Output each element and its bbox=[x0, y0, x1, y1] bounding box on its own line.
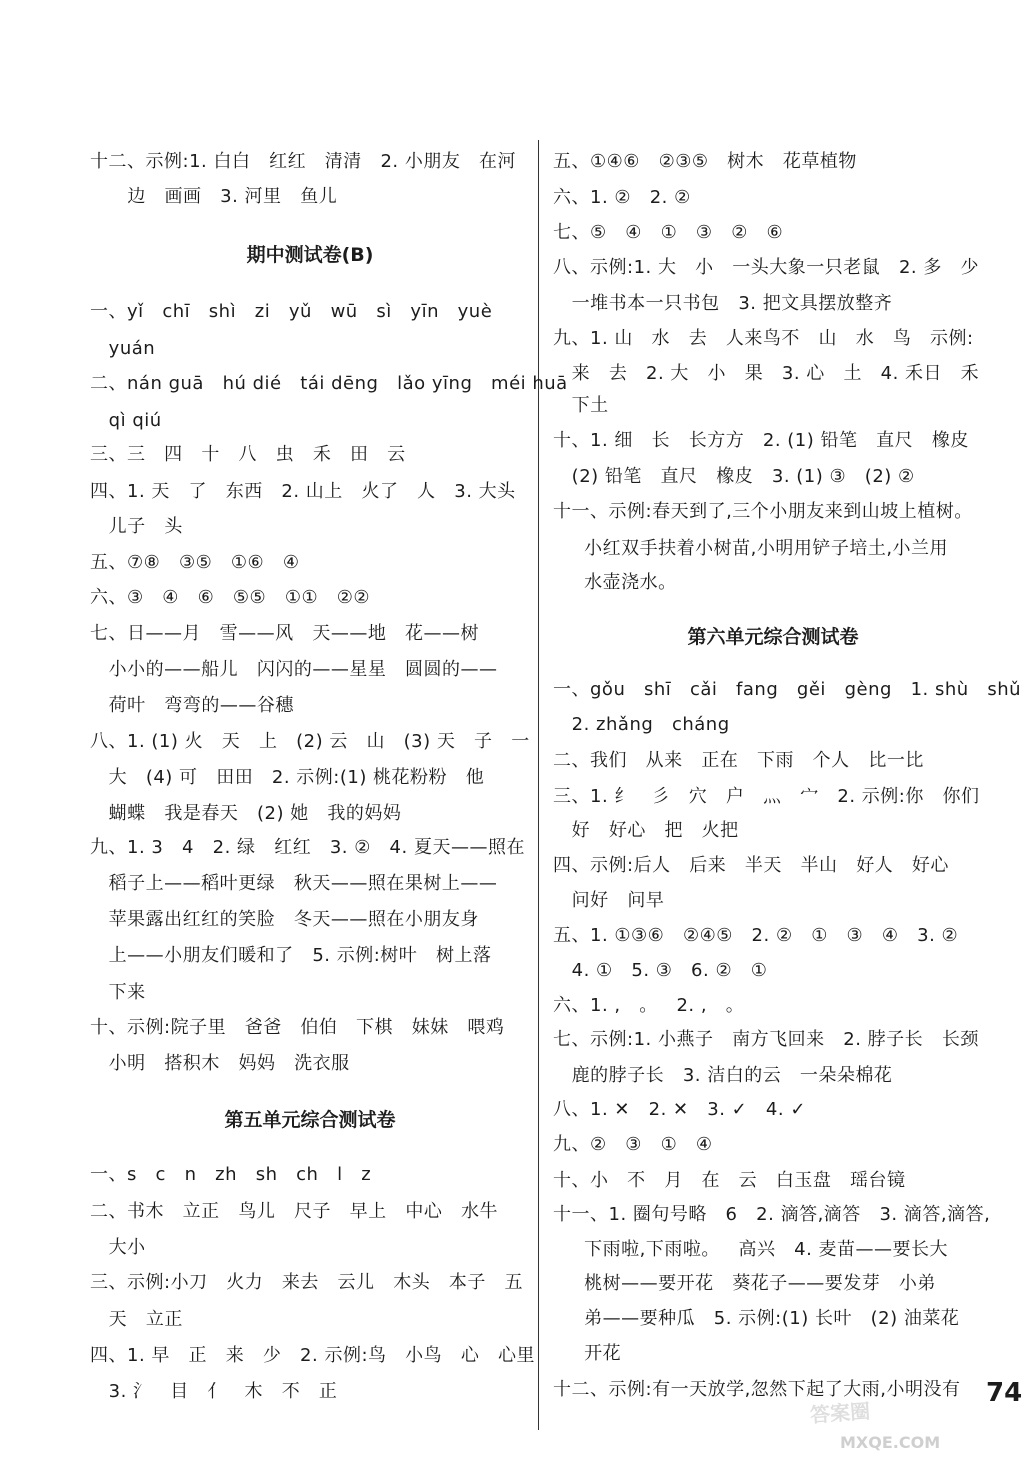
watermark-logo bbox=[800, 1383, 990, 1463]
page-number: 74 bbox=[986, 1378, 1022, 1408]
answer-line: 下土 bbox=[553, 395, 609, 416]
answer-line: 稻子上——稻叶更绿 秋天——照在果树上—— bbox=[90, 873, 498, 894]
answer-line: 问好 问早 bbox=[553, 890, 665, 911]
answer-line: 四、示例:后人 后来 半天 半山 好人 好心 bbox=[553, 855, 949, 876]
answer-line: 一、s c n zh sh ch l z bbox=[90, 1164, 372, 1185]
column-divider bbox=[538, 140, 539, 1430]
answer-line: 七、日——月 雪——风 天——地 花——树 bbox=[90, 623, 479, 644]
answer-line: 七、⑤ ④ ① ③ ② ⑥ bbox=[553, 222, 784, 243]
answer-line: 4. ① 5. ③ 6. ② ① bbox=[553, 960, 768, 981]
answer-line: 十、1. 细 长 长方方 2. (1) 铅笔 直尺 橡皮 bbox=[553, 430, 969, 451]
answer-line: 小明 搭积木 妈妈 洗衣服 bbox=[90, 1053, 350, 1074]
answer-line: 下来 bbox=[90, 982, 146, 1003]
answer-line: 十、小 不 月 在 云 白玉盘 瑶台镜 bbox=[553, 1170, 906, 1191]
answer-line: 苹果露出红红的笑脸 冬天——照在小朋友身 bbox=[90, 909, 479, 930]
answer-line: 弟——要种瓜 5. 示例:(1) 长叶 (2) 油菜花 bbox=[553, 1308, 960, 1329]
answer-line: 三、示例:小刀 火力 来去 云儿 木头 本子 五 bbox=[90, 1272, 524, 1293]
answer-line: 儿子 头 bbox=[90, 516, 183, 537]
answer-line: 四、1. 天 了 东西 2. 山上 火了 人 3. 大头 bbox=[90, 481, 516, 502]
answer-line: 三、三 四 十 八 虫 禾 田 云 bbox=[90, 444, 406, 465]
answer-line: 十二、示例:1. 白白 红红 清清 2. 小朋友 在河 bbox=[90, 151, 517, 172]
answer-line: 2. zhǎng cháng bbox=[553, 714, 730, 735]
section-heading: 第五单元综合测试卷 bbox=[224, 1109, 396, 1131]
answer-line: 七、示例:1. 小燕子 南方飞回来 2. 脖子长 长颈 bbox=[553, 1029, 979, 1050]
answer-line: 四、1. 早 正 来 少 2. 示例:鸟 小鸟 心 心里 bbox=[90, 1345, 536, 1366]
answer-line: 九、② ③ ① ④ bbox=[553, 1134, 713, 1155]
answer-line: 五、⑦⑧ ③⑤ ①⑥ ④ bbox=[90, 552, 300, 573]
answer-line: 荷叶 弯弯的——谷穗 bbox=[90, 695, 294, 716]
answer-line: yuán bbox=[90, 338, 156, 359]
answer-line: 小红双手扶着小树苗,小明用铲子培土,小兰用 bbox=[553, 538, 949, 559]
answer-line: 下雨啦,下雨啦。 高兴 4. 麦苗——要长大 bbox=[553, 1239, 949, 1260]
answer-line: 大小 bbox=[90, 1237, 146, 1258]
answer-line: 边 画画 3. 河里 鱼儿 bbox=[90, 186, 338, 207]
section-heading: 第六单元综合测试卷 bbox=[687, 626, 859, 648]
answer-line: 十一、示例:春天到了,三个小朋友来到山坡上植树。 bbox=[553, 501, 973, 522]
answer-line: 一堆书本一只书包 3. 把文具摆放整齐 bbox=[553, 293, 893, 314]
answer-line: qì qiú bbox=[90, 410, 162, 431]
answer-line: 桃树——要开花 葵花子——要发芽 小弟 bbox=[553, 1273, 936, 1294]
answer-line: 小小的——船儿 闪闪的——星星 圆圆的—— bbox=[90, 659, 498, 680]
answer-line: 十一、1. 圈句号略 6 2. 滴答,滴答 3. 滴答,滴答, bbox=[553, 1204, 991, 1225]
answer-line: 二、书木 立正 鸟儿 尺子 早上 中心 水牛 bbox=[90, 1201, 498, 1222]
answer-line: 九、1. 3 4 2. 绿 红红 3. ② 4. 夏天——照在 bbox=[90, 837, 525, 858]
answer-line: 十、示例:院子里 爸爸 伯伯 下棋 妹妹 喂鸡 bbox=[90, 1017, 505, 1038]
answer-line: 上——小朋友们暖和了 5. 示例:树叶 树上落 bbox=[90, 945, 492, 966]
answer-line: 六、③ ④ ⑥ ⑤⑤ ①① ②② bbox=[90, 587, 371, 608]
answer-line: 五、①④⑥ ②③⑤ 树木 花草植物 bbox=[553, 151, 857, 172]
answer-line: 鹿的脖子长 3. 洁白的云 一朵朵棉花 bbox=[553, 1065, 893, 1086]
answer-line: 来 去 2. 大 小 果 3. 心 土 4. 禾日 禾 bbox=[553, 363, 980, 384]
answer-line: 三、1. 纟 彡 穴 户 灬 宀 2. 示例:你 你们 bbox=[553, 786, 980, 807]
answer-line: 好 好心 把 火把 bbox=[553, 820, 739, 841]
answer-line: 一、yǐ chī shì zi yǔ wū sì yīn yuè bbox=[90, 301, 493, 322]
answer-line: 二、我们 从来 正在 下雨 个人 比一比 bbox=[553, 750, 924, 771]
section-heading: 期中测试卷(B) bbox=[246, 244, 374, 266]
watermark-brand: 答案圈 bbox=[809, 1398, 871, 1428]
answer-line: 一、gǒu shī cǎi fang gěi gèng 1. shù shǔ bbox=[553, 679, 1022, 700]
answer-line: 九、1. 山 水 去 人来鸟不 山 水 鸟 示例: bbox=[553, 328, 974, 349]
answer-line: 蝴蝶 我是春天 (2) 她 我的妈妈 bbox=[90, 803, 402, 824]
answer-line: 八、1. ✕ 2. ✕ 3. ✓ 4. ✓ bbox=[553, 1099, 806, 1120]
answer-line: 五、1. ①③⑥ ②④⑤ 2. ② ① ③ ④ 3. ② bbox=[553, 925, 959, 946]
answer-line: 八、示例:1. 大 小 一头大象一只老鼠 2. 多 少 bbox=[553, 257, 980, 278]
answer-line: 天 立正 bbox=[90, 1309, 183, 1330]
answer-line: (2) 铅笔 直尺 橡皮 3. (1) ③ (2) ② bbox=[553, 466, 915, 487]
answer-line: 十二、示例:有一天放学,忽然下起了大雨,小明没有 bbox=[553, 1379, 961, 1400]
answer-line: 八、1. (1) 火 天 上 (2) 云 山 (3) 天 子 一 bbox=[90, 731, 530, 752]
answer-line: 六、1. ② 2. ② bbox=[553, 187, 691, 208]
answer-line: 3. 氵 目 亻 木 不 正 bbox=[90, 1381, 338, 1402]
answer-line: 二、nán guā hú dié tái dēng lǎo yīng méi huā bbox=[90, 373, 568, 394]
answer-line: 开花 bbox=[553, 1343, 622, 1364]
answer-line: 大 (4) 可 田田 2. 示例:(1) 桃花粉粉 他 bbox=[90, 767, 485, 788]
watermark-site: MXQE.COM bbox=[840, 1433, 941, 1452]
answer-line: 六、1. , 。 2. , 。 bbox=[553, 995, 745, 1016]
answer-line: 水壶浇水。 bbox=[553, 572, 677, 593]
